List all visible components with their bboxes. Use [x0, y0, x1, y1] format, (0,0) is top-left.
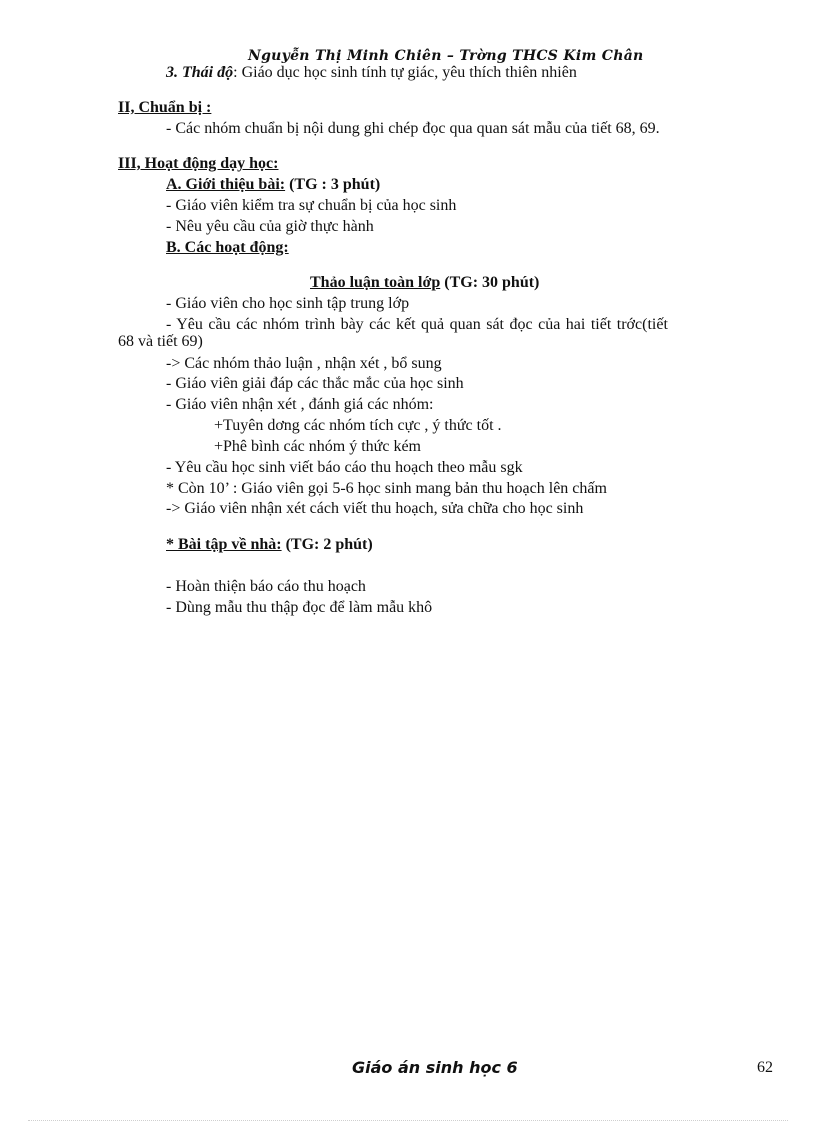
page-header: Nguyễn Thị Minh Chiên – Trờng THCS Kim Chân [248, 48, 644, 64]
prep-heading: II, Chuẩn bị : [118, 99, 212, 116]
homework-line: - Hoàn thiện báo cáo thu hoạch [166, 578, 366, 595]
activities-subheading: B. Các hoạt động: [166, 239, 289, 256]
discussion-line: - Giáo viên nhận xét , đánh giá các nhóm: [166, 396, 434, 413]
discussion-heading-line [310, 273, 539, 293]
intro-heading: A. Giới thiệu bài: [166, 176, 286, 193]
discussion-line: +Tuyên dơng các nhóm tích cực , ý thức tốt . [214, 417, 502, 434]
discussion-line: - Yêu cầu các nhóm trình bày các kết quả quan sát đọc của hai tiết trớc(tiết [166, 316, 668, 333]
attitude-label: 3. Thái độ [166, 64, 234, 81]
prep-text: - Các nhóm chuẩn bị nội dung ghi chép đọc qua quan sát mẫu của tiết 68, 69. [166, 120, 660, 137]
discussion-line: * Còn 10’ : Giáo viên gọi 5-6 học sinh mang bản thu hoạch lên chấm [166, 480, 607, 497]
discussion-line: - Yêu cầu học sinh viết báo cáo thu hoạch theo mẫu sgk [166, 459, 523, 476]
discussion-line: +Phê bình các nhóm ý thức kém [214, 438, 421, 455]
intro-heading-line [166, 175, 380, 195]
discussion-line: - Giáo viên giải đáp các thắc mắc của học sinh [166, 375, 464, 392]
homework-line: - Dùng mẫu thu thập đọc để làm mẫu khô [166, 599, 433, 616]
homework-heading-line [166, 535, 373, 555]
discussion-line: - Giáo viên cho học sinh tập trung lớp [166, 295, 410, 312]
footer-title: Giáo án sinh học 6 [352, 1058, 518, 1077]
intro-line: - Nêu yêu cầu của giờ thực hành [166, 218, 374, 235]
discussion-line: -> Giáo viên nhận xét cách viết thu hoạch, sửa chữa cho học sinh [166, 500, 584, 517]
bottom-rule [28, 1120, 788, 1121]
discussion-line: -> Các nhóm thảo luận , nhận xét , bổ sung [166, 355, 442, 372]
page-number: 62 [757, 1059, 773, 1076]
intro-line: - Giáo viên kiểm tra sự chuẩn bị của học sinh [166, 197, 457, 214]
attitude-text: : Giáo dục học sinh tính tự giác, yêu thích thiên nhiên [233, 64, 577, 81]
homework-time: (TG: 2 phút) [281, 536, 373, 553]
homework-heading: * Bài tập về nhà: [166, 536, 282, 553]
intro-time: (TG : 3 phút) [285, 176, 381, 193]
activities-heading: III, Hoạt động dạy học: [118, 155, 279, 172]
discussion-line: 68 và tiết 69) [118, 333, 203, 350]
discussion-heading: Thảo luận toàn lớp [310, 274, 441, 291]
attitude-line [166, 63, 577, 83]
discussion-time: (TG: 30 phút) [440, 274, 540, 291]
